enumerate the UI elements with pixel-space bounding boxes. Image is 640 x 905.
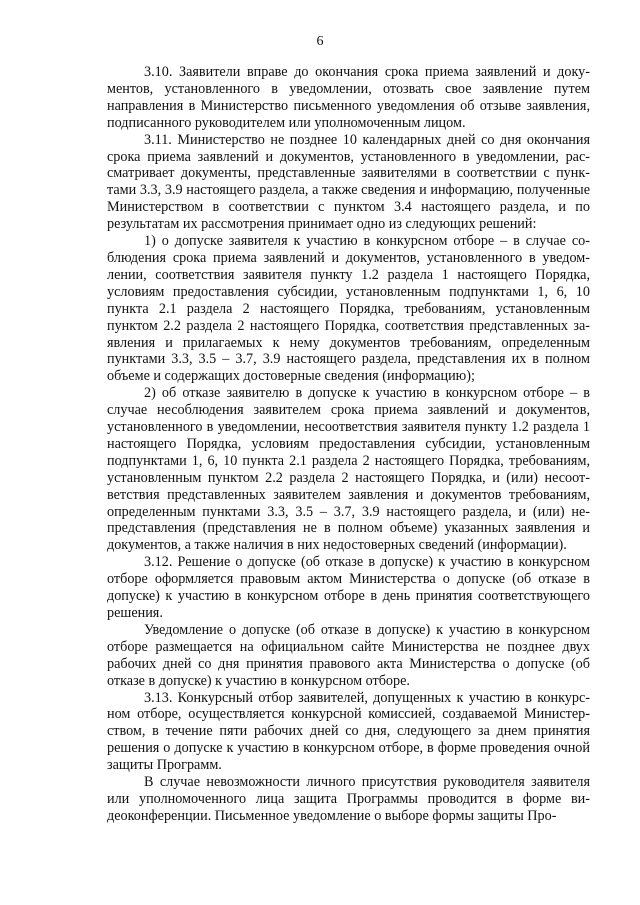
paragraph-3-13: 3.13. Конкурсный отбор заявителей, допущенных к участию в конкурсном отборе, осуществляется конкурсной комиссией, создаваемой Министерством, в течение пяти рабочих дней со дня, следующего за днем принятия решения о допуске к участию в конкурсном отборе, в форме проведения очной защиты Программ. (107, 689, 590, 774)
paragraph-3-10: 3.10. Заявители вправе до окончания срока приема заявлений и документов, установленного в уведомлении, отозвать свое заявление путем направления в Министерство письменного уведомления об отзыве заявления, подписанного руководителем или уполномоченным лицом. (107, 64, 590, 131)
paragraph-notification: Уведомление о допуске (об отказе в допуске) к участию в конкурсном отборе размещается на официальном сайте Министерства не позднее двух рабочих дней со дня принятия правового акта Министерства о допуске (об отказе в допуске) к участию в конкурсном отборе. (107, 621, 590, 689)
paragraph-3-11-item-2: 2) об отказе заявителю в допуске к участию в конкурсном отборе – в случае несоблюдения заявителем срока приема заявлений и документов, установленного в уведомлении, несоответствия заявителя пункту 1.2 раздела 1 настоящего Порядка, условиям предоставления субсидии, установленным подпунктами 1, 6, 10 пункта 2.1 раздела 2 настоящего Порядка, требованиям, установленным пунктом 2.2 раздела 2 настоящего Порядка, и (или) несоответствия представленных заявителем заявления и документов требованиям, определенным пунктами 3.3, 3.5 – 3.7, 3.9 настоящего раздела, и (или) непредставления (представления не в полном объеме) указанных заявления и документов, а также наличия в них недостоверных сведений (информации). (107, 385, 590, 554)
paragraph-videoconference: В случае невозможности личного присутствия руководителя заявителя или уполномоченного лица защита Программы проводится в форме видеоконференции. Письменное уведомление о выборе формы защиты Про- (107, 774, 590, 824)
page-number: 6 (316, 34, 324, 49)
document-body (107, 64, 590, 825)
paragraph-3-12: 3.12. Решение о допуске (об отказе в допуске) к участию в конкурсном отборе оформляется правовым актом Министерства о допуске (об отказе в допуске) к участию в конкурсном отборе в день принятия соответствующего решения. (107, 554, 590, 621)
paragraph-3-11-item-1: 1) о допуске заявителя к участию в конкурсном отборе – в случае соблюдения срока приема заявлений и документов, установленного в уведомлении, соответствия заявителя пункту 1.2 раздела 1 настоящего Порядка, условиям предоставления субсидии, установленным подпунктами 1, 6, 10 пункта 2.1 раздела 2 настоящего Порядка, требованиям, установленным пунктом 2.2 раздела 2 настоящего Порядка, соответствия представленных заявления и прилагаемых к нему документов требованиям, определенным пунктами 3.3, 3.5 – 3.7, 3.9 настоящего раздела, представления их в полном объеме и содержащих достоверные сведения (информацию); (107, 233, 590, 385)
paragraph-3-11: 3.11. Министерство не позднее 10 календарных дней со дня окончания срока приема заявлений и документов, установленного в уведомлении, рассматривает документы, представленные заявителями в соответствии с пунктами 3.3, 3.9 настоящего раздела, а также сведения и информацию, полученные Министерством в соответствии с пунктом 3.4 настоящего раздела, и по результатам их рассмотрения принимает одно из следующих решений: (107, 131, 590, 233)
